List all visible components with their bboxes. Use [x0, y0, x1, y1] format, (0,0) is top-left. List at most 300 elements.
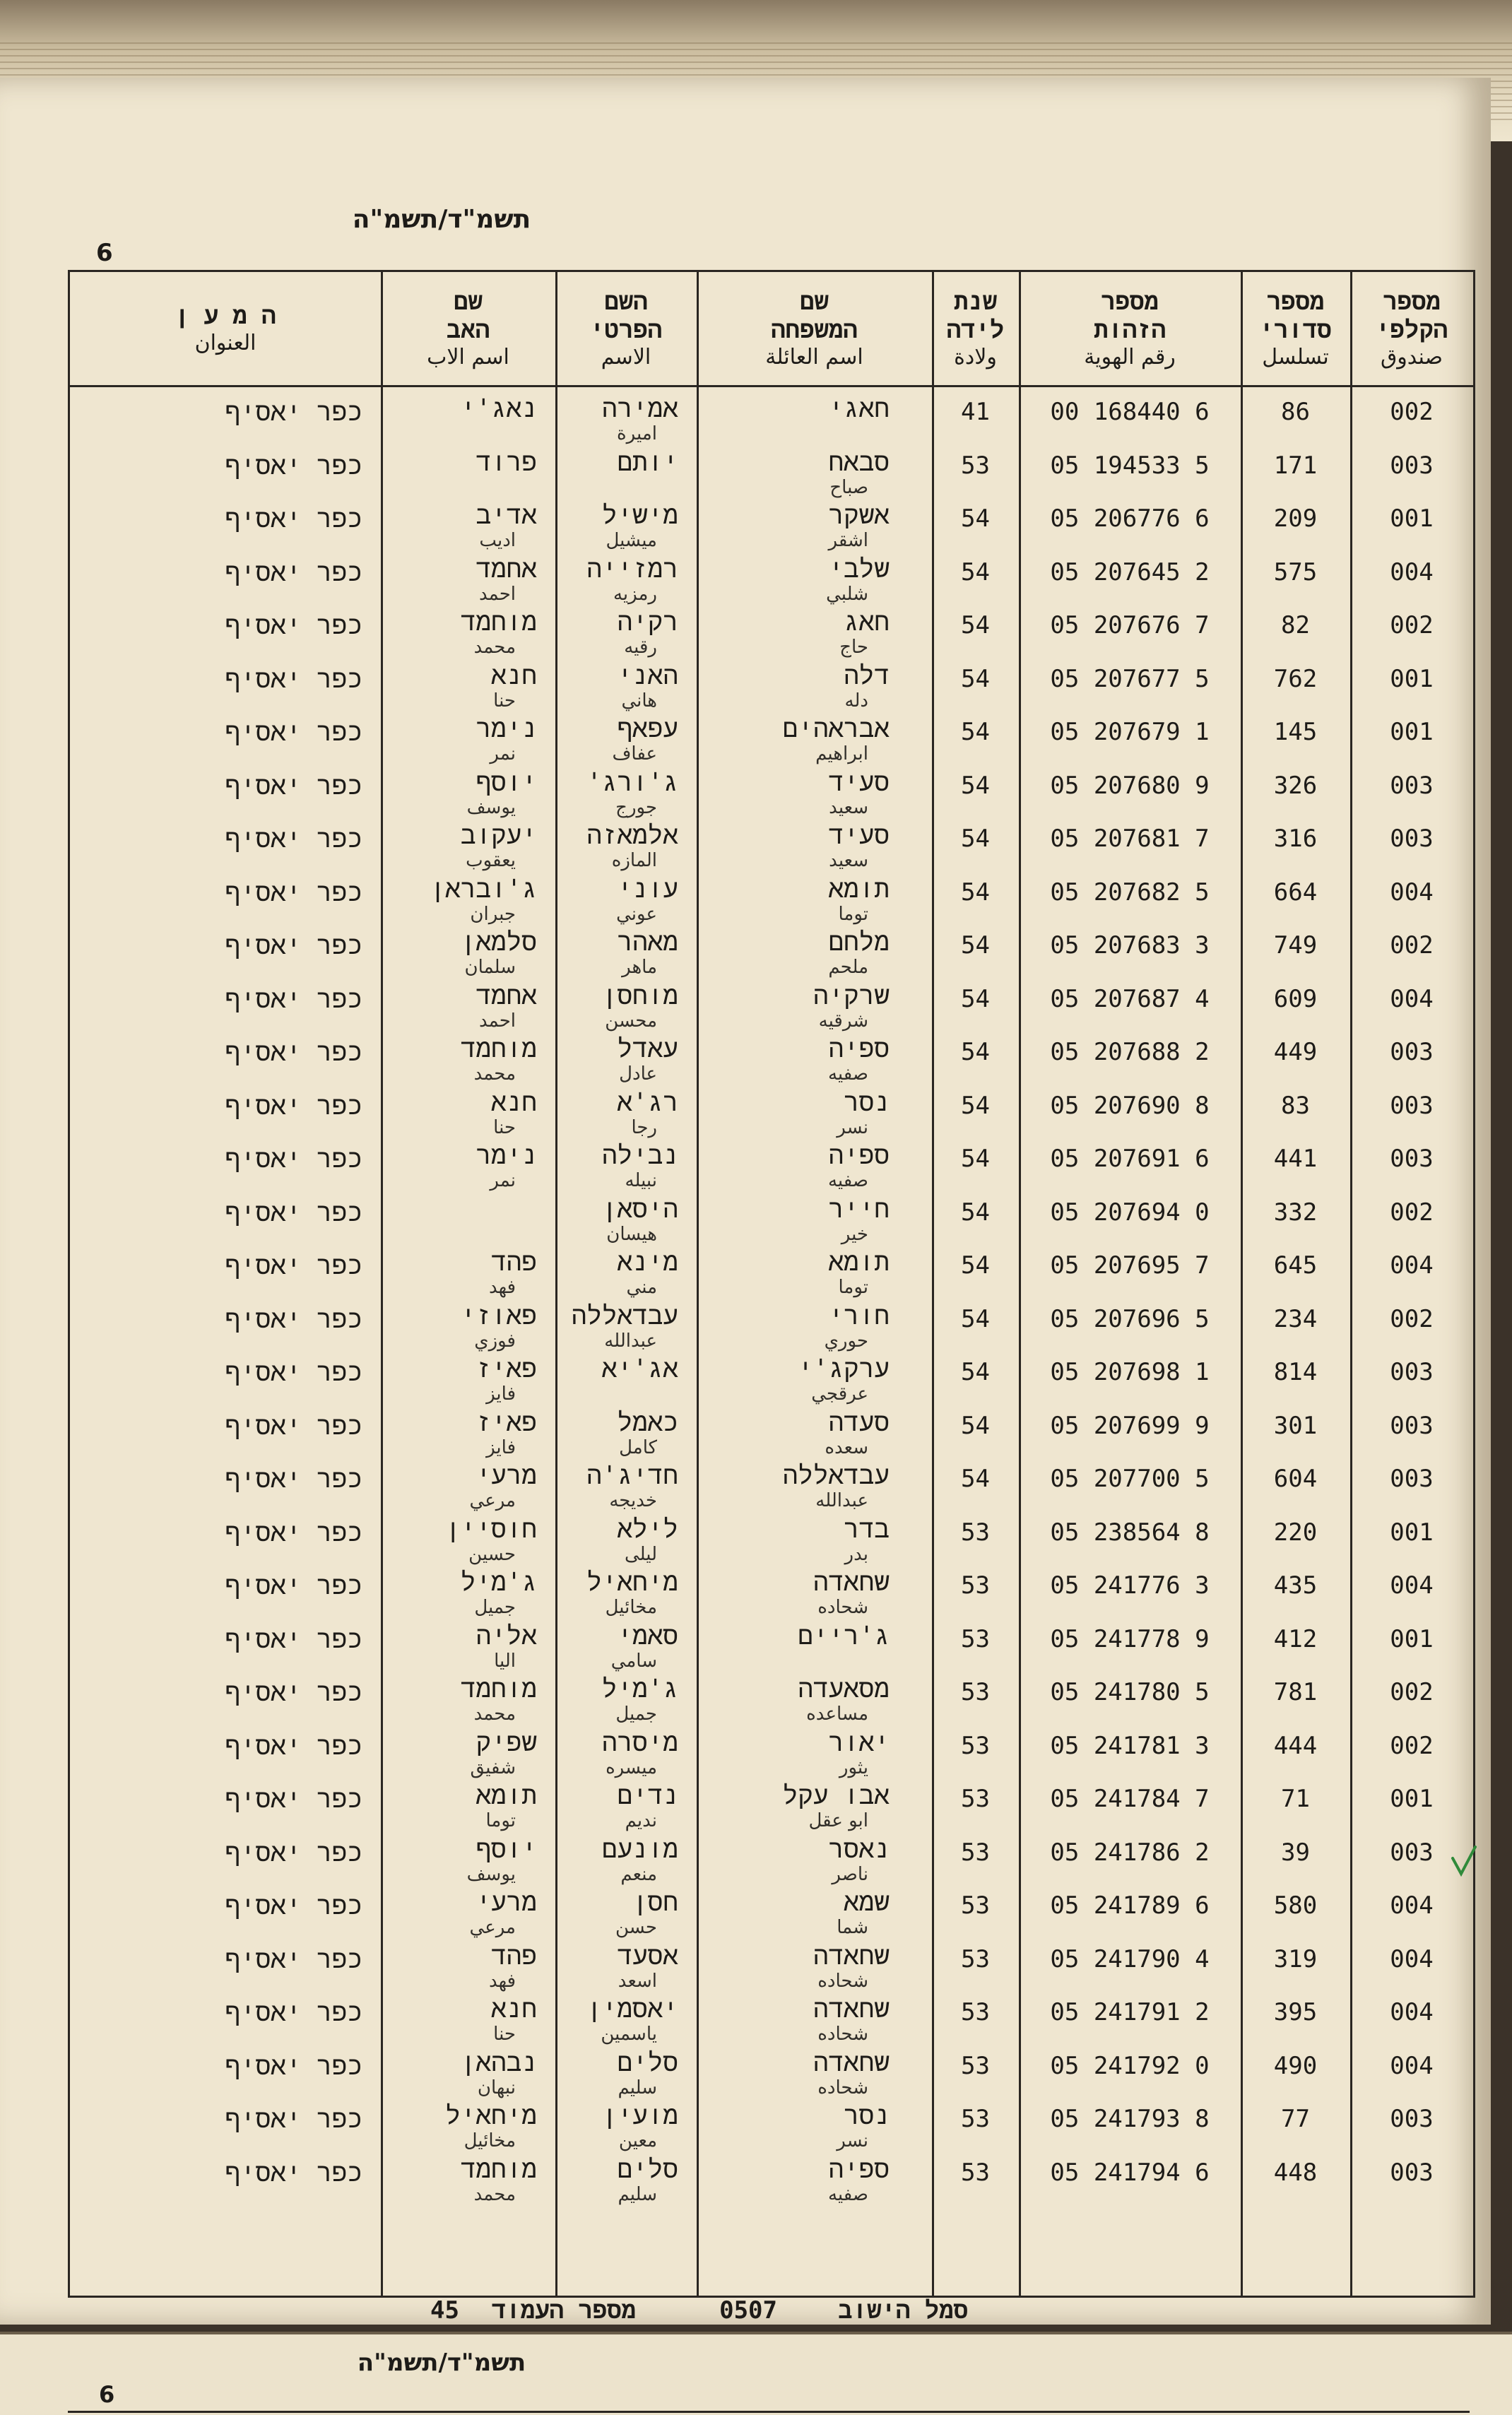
first-name-cell — [555, 604, 697, 658]
id-number-cell-text: 05 207683 3 — [1050, 931, 1210, 959]
father-name-cell — [381, 1831, 555, 1885]
first-name-cell-text: חדיג'ה — [586, 1461, 678, 1490]
birth-year-cell — [932, 1405, 1019, 1458]
first-name-cell — [555, 1884, 697, 1938]
birth-year-cell-text: 54 — [961, 878, 990, 907]
address-cell-text: כפר יאסיף — [225, 1038, 362, 1067]
first-name-cell — [555, 1725, 697, 1778]
id-number-cell — [1019, 1778, 1241, 1831]
address-cell — [70, 551, 381, 605]
serial-cell — [1241, 551, 1350, 605]
first-name-cell-arabic: ليلى — [624, 1543, 657, 1565]
address-cell — [70, 1564, 381, 1618]
serial-cell-text: 664 — [1273, 878, 1318, 907]
table-row — [70, 1191, 1473, 1245]
family-name-cell-text: אשקר — [828, 501, 890, 530]
serial-cell — [1241, 1031, 1350, 1085]
family-name-cell-text: מסאעדה — [798, 1675, 890, 1704]
family-name-cell-text: דלה — [844, 661, 890, 690]
address-cell — [70, 978, 381, 1032]
address-cell — [70, 1938, 381, 1992]
first-name-cell-text: עאדל — [617, 1034, 678, 1063]
table-row — [70, 658, 1473, 711]
father-name-cell-text: מרעי — [476, 1888, 537, 1917]
father-name-cell — [381, 1511, 555, 1565]
ballot-box-cell-text: 003 — [1390, 1038, 1434, 1066]
address-cell-text: כפר יאסיף — [225, 878, 362, 907]
ballot-box-cell — [1350, 1991, 1473, 2045]
id-number-cell — [1019, 1884, 1241, 1938]
id-number-cell — [1019, 497, 1241, 551]
father-name-cell — [381, 1191, 555, 1245]
table-row — [70, 871, 1473, 925]
first-name-cell — [555, 924, 697, 978]
table-row — [70, 604, 1473, 658]
birth-year-cell — [932, 444, 1019, 498]
address-cell-text: כפר יאסיף — [225, 1411, 362, 1441]
serial-cell — [1241, 1564, 1350, 1618]
family-name-cell — [697, 551, 932, 605]
ballot-box-cell-text: 002 — [1390, 611, 1434, 639]
family-name-cell-text: תומא — [828, 1248, 890, 1277]
father-name-cell — [381, 1564, 555, 1618]
birth-year-cell — [932, 658, 1019, 711]
first-name-cell-text: לילא — [617, 1514, 678, 1544]
family-name-cell-arabic: ابراهيم — [815, 743, 868, 764]
family-name-cell-arabic: يثور — [839, 1756, 868, 1778]
next-page-title: תשמ"ד/תשמ"ה — [357, 2349, 526, 2377]
ballot-box-cell-text: 001 — [1390, 664, 1434, 693]
family-name-cell-arabic: بدر — [844, 1543, 868, 1565]
address-cell-text: כפר יאסיף — [225, 1838, 362, 1867]
address-cell-text: כפר יאסיף — [225, 1091, 362, 1121]
family-name-cell — [697, 444, 932, 498]
birth-year-cell — [932, 497, 1019, 551]
serial-cell-text: 609 — [1273, 984, 1318, 1013]
father-name-cell — [381, 817, 555, 871]
birth-year-cell-text: 53 — [961, 451, 990, 480]
header-ballot-box-he: מספר הקלפי — [1375, 288, 1448, 344]
header-serial-he: מספר סדורי — [1259, 288, 1332, 344]
table-row — [70, 1831, 1473, 1885]
first-name-cell — [555, 1085, 697, 1138]
first-name-cell — [555, 658, 697, 711]
father-name-cell-text: פרוד — [476, 447, 537, 477]
id-number-cell-text: 05 207699 9 — [1050, 1411, 1210, 1440]
family-name-cell — [697, 1725, 932, 1778]
serial-cell-text: 301 — [1273, 1411, 1318, 1440]
family-name-cell-arabic: صفيه — [827, 1063, 868, 1085]
first-name-cell — [555, 1191, 697, 1245]
family-name-cell — [697, 2098, 932, 2151]
first-name-cell — [555, 551, 697, 605]
ballot-box-cell — [1350, 1564, 1473, 1618]
family-name-cell-text: ג'ריים — [798, 1621, 890, 1651]
ballot-box-cell — [1350, 1458, 1473, 1511]
ballot-box-cell — [1350, 978, 1473, 1032]
id-number-cell — [1019, 1991, 1241, 2045]
id-number-cell-text: 05 238564 8 — [1050, 1518, 1210, 1547]
serial-cell-text: 604 — [1273, 1465, 1318, 1493]
ballot-box-cell-text: 003 — [1390, 2158, 1434, 2187]
first-name-cell-arabic: عبدالله — [604, 1330, 657, 1352]
family-name-cell — [697, 658, 932, 711]
id-number-cell-text: 05 207700 5 — [1050, 1465, 1210, 1493]
father-name-cell-arabic: يوسف — [466, 1863, 516, 1885]
ballot-box-cell-text: 003 — [1390, 825, 1434, 853]
family-name-cell-arabic: حاج — [839, 637, 868, 658]
birth-year-cell — [932, 978, 1019, 1032]
address-cell-text: כפר יאסיף — [225, 1891, 362, 1920]
first-name-cell-text: מישיל — [601, 501, 678, 530]
father-name-cell-arabic: اليا — [494, 1650, 516, 1672]
first-name-cell-text: סלים — [617, 2048, 678, 2077]
first-name-cell — [555, 444, 697, 498]
address-cell — [70, 871, 381, 925]
father-name-cell-arabic: اديب — [479, 530, 516, 551]
father-name-cell-text: פהד — [491, 1941, 537, 1971]
address-cell-text: כפר יאסיף — [225, 1731, 362, 1761]
father-name-cell — [381, 1405, 555, 1458]
first-name-cell-arabic: مخائيل — [605, 1597, 657, 1618]
family-name-cell-arabic: توما — [838, 1277, 868, 1298]
serial-cell — [1241, 978, 1350, 1032]
id-number-cell — [1019, 551, 1241, 605]
ballot-box-cell-text: 004 — [1390, 1891, 1434, 1920]
ballot-box-cell — [1350, 2045, 1473, 2098]
ballot-box-cell — [1350, 764, 1473, 818]
id-number-cell — [1019, 604, 1241, 658]
father-name-cell-text: מוחמד — [460, 2154, 537, 2184]
father-name-cell-arabic: فايز — [486, 1383, 516, 1405]
footer-settlement-code: 0507 — [719, 2296, 777, 2325]
father-name-cell-text: פאיז — [476, 1407, 537, 1437]
address-cell — [70, 1725, 381, 1778]
serial-cell-text: 220 — [1273, 1518, 1318, 1547]
father-name-cell — [381, 658, 555, 711]
father-name-cell-text: אחמד — [476, 554, 537, 584]
first-name-cell — [555, 1138, 697, 1191]
first-name-cell-text: סאמי — [617, 1621, 678, 1651]
address-cell-text: כפר יאסיף — [225, 451, 362, 480]
address-cell-text: כפר יאסיף — [225, 771, 362, 801]
address-cell — [70, 2045, 381, 2098]
serial-cell — [1241, 1244, 1350, 1298]
serial-cell-text: 781 — [1273, 1678, 1318, 1706]
father-name-cell — [381, 871, 555, 925]
father-name-cell-arabic: جميل — [474, 1597, 516, 1618]
header-birth-year-ar: ولادة — [954, 345, 997, 370]
birth-year-cell — [932, 1778, 1019, 1831]
father-name-cell-arabic: فهد — [488, 1277, 516, 1298]
first-name-cell-text: רמזייה — [586, 554, 678, 584]
serial-cell — [1241, 1298, 1350, 1352]
father-name-cell-text: אחמד — [476, 981, 537, 1010]
ballot-box-cell — [1350, 658, 1473, 711]
father-name-cell-text: פהד — [491, 1248, 537, 1277]
id-number-cell — [1019, 1085, 1241, 1138]
ballot-box-cell — [1350, 1671, 1473, 1725]
father-name-cell-text: יעקוב — [460, 821, 537, 850]
father-name-cell-arabic: توما — [485, 1810, 516, 1831]
family-name-cell — [697, 1938, 932, 1992]
birth-year-cell-text: 54 — [961, 825, 990, 853]
first-name-cell-arabic: خديجه — [609, 1490, 657, 1511]
address-cell-text: כפר יאסיף — [225, 1785, 362, 1814]
table-row — [70, 1991, 1473, 2045]
serial-cell — [1241, 1458, 1350, 1511]
first-name-cell — [555, 764, 697, 818]
family-name-cell — [697, 1671, 932, 1725]
ballot-box-cell — [1350, 711, 1473, 764]
ballot-box-cell — [1350, 1884, 1473, 1938]
father-name-cell-text: מוחמד — [460, 1675, 537, 1704]
serial-cell-text: 326 — [1273, 771, 1318, 800]
family-name-cell-arabic: سعيد — [829, 850, 868, 871]
address-cell — [70, 1031, 381, 1085]
header-first-name-ar: الاسم — [601, 345, 651, 370]
birth-year-cell — [932, 711, 1019, 764]
id-number-cell — [1019, 1405, 1241, 1458]
father-name-cell-arabic: حسين — [468, 1543, 516, 1565]
first-name-cell-text: סלים — [617, 2154, 678, 2184]
birth-year-cell — [932, 1458, 1019, 1511]
id-number-cell — [1019, 2098, 1241, 2151]
first-name-cell — [555, 1244, 697, 1298]
family-name-cell — [697, 391, 932, 444]
ballot-box-cell — [1350, 497, 1473, 551]
father-name-cell — [381, 1938, 555, 1992]
father-name-cell-arabic: فهد — [488, 1970, 516, 1992]
father-name-cell-text: יוסף — [476, 767, 537, 797]
id-number-cell — [1019, 391, 1241, 444]
family-name-cell — [697, 1244, 932, 1298]
ballot-box-cell — [1350, 2098, 1473, 2151]
address-cell — [70, 1458, 381, 1511]
id-number-cell-text: 05 207680 9 — [1050, 771, 1210, 800]
ballot-box-cell-text: 002 — [1390, 1304, 1434, 1333]
first-name-cell-arabic: سامي — [610, 1650, 657, 1672]
id-number-cell — [1019, 924, 1241, 978]
birth-year-cell — [932, 391, 1019, 444]
ballot-box-cell — [1350, 551, 1473, 605]
birth-year-cell-text: 54 — [961, 504, 990, 533]
birth-year-cell — [932, 1085, 1019, 1138]
first-name-cell-text: אמירה — [601, 394, 678, 423]
id-number-cell-text: 05 206776 6 — [1050, 504, 1210, 533]
header-id-number-ar: رقم الهوية — [1084, 345, 1176, 370]
ballot-box-cell — [1350, 1031, 1473, 1085]
serial-cell-text: 814 — [1273, 1358, 1318, 1386]
birth-year-cell — [932, 1191, 1019, 1245]
address-cell — [70, 711, 381, 764]
birth-year-cell-text: 54 — [961, 771, 990, 800]
ballot-box-cell-text: 002 — [1390, 1731, 1434, 1760]
father-name-cell — [381, 1884, 555, 1938]
first-name-cell-arabic: المازه — [611, 850, 657, 871]
first-name-cell-text: יותם — [617, 447, 678, 477]
ballot-box-cell-text: 003 — [1390, 1358, 1434, 1386]
serial-cell-text: 83 — [1281, 1091, 1310, 1120]
serial-cell — [1241, 711, 1350, 764]
family-name-cell-arabic: نسر — [837, 2130, 868, 2151]
serial-cell — [1241, 604, 1350, 658]
page-title: תשמ"ד/תשמ"ה — [352, 205, 531, 234]
family-name-cell-text: אבראהים — [782, 714, 890, 743]
first-name-cell — [555, 1938, 697, 1992]
father-name-cell — [381, 1671, 555, 1725]
father-name-cell-text: מוחמד — [460, 608, 537, 637]
father-name-cell-arabic: نمر — [490, 1170, 516, 1191]
family-name-cell — [697, 978, 932, 1032]
father-name-cell-arabic: حنا — [493, 2024, 516, 2045]
first-name-cell-arabic: جميل — [615, 1704, 657, 1725]
first-name-cell-arabic: منعم — [620, 1863, 657, 1885]
address-cell — [70, 1405, 381, 1458]
serial-cell-text: 319 — [1273, 1944, 1318, 1973]
voter-register-table — [68, 270, 1475, 2298]
table-row — [70, 817, 1473, 871]
first-name-cell — [555, 1298, 697, 1352]
id-number-cell-text: 00 168440 6 — [1050, 398, 1210, 426]
address-cell-text: כפר יאסיף — [225, 611, 362, 640]
father-name-cell-text: מיחאיל — [445, 2101, 537, 2130]
birth-year-cell — [932, 1031, 1019, 1085]
father-name-cell — [381, 444, 555, 498]
ballot-box-cell-text: 003 — [1390, 1411, 1434, 1440]
first-name-cell-text: חסן — [632, 1888, 678, 1917]
father-name-cell-arabic: مخائيل — [463, 2130, 516, 2151]
header-father-ar: اسم الاب — [427, 345, 509, 370]
father-name-cell-text: אליה — [476, 1621, 537, 1651]
father-name-cell-text: חנא — [491, 661, 537, 690]
father-name-cell-arabic: محمد — [473, 2183, 516, 2205]
family-name-cell-arabic: توما — [838, 903, 868, 925]
family-name-cell-text: שלבי — [828, 554, 890, 584]
table-row — [70, 978, 1473, 1032]
first-name-cell-text: יאסמין — [586, 1995, 678, 2024]
father-name-cell-text: ג'מיל — [460, 1568, 537, 1597]
id-number-cell-text: 05 241790 4 — [1050, 1944, 1210, 1973]
family-name-cell — [697, 1991, 932, 2045]
address-cell-text: כפר יאסיף — [225, 1198, 362, 1227]
birth-year-cell-text: 54 — [961, 1145, 990, 1173]
address-cell — [70, 1884, 381, 1938]
first-name-cell-text: היסאן — [601, 1194, 678, 1224]
serial-cell-text: 71 — [1281, 1785, 1310, 1813]
address-cell — [70, 924, 381, 978]
father-name-cell-arabic: مرعي — [469, 1917, 516, 1938]
first-name-cell-text: מיחאיל — [586, 1568, 678, 1597]
serial-cell — [1241, 1138, 1350, 1191]
first-name-cell-arabic: ماهر — [622, 957, 657, 978]
id-number-cell-text: 05 241781 3 — [1050, 1731, 1210, 1760]
first-name-cell-arabic: هاني — [621, 690, 657, 711]
family-name-cell-text: סבאח — [828, 447, 890, 477]
first-name-cell — [555, 1458, 697, 1511]
birth-year-cell-text: 54 — [961, 1304, 990, 1333]
serial-cell-text: 448 — [1273, 2158, 1318, 2187]
first-name-cell-arabic: حسن — [615, 1917, 657, 1938]
father-name-cell-arabic: شفيق — [470, 1756, 516, 1778]
ballot-box-cell-text: 002 — [1390, 1198, 1434, 1227]
address-cell — [70, 1778, 381, 1831]
address-cell — [70, 444, 381, 498]
id-number-cell-text: 05 207695 7 — [1050, 1251, 1210, 1280]
birth-year-cell-text: 54 — [961, 557, 990, 586]
id-number-cell — [1019, 1458, 1241, 1511]
address-cell-text: כפר יאסיף — [225, 1518, 362, 1547]
ballot-box-cell — [1350, 1244, 1473, 1298]
address-cell — [70, 497, 381, 551]
father-name-cell-arabic: محمد — [473, 637, 516, 658]
birth-year-cell-text: 54 — [961, 1198, 990, 1227]
first-name-cell-arabic: عادل — [619, 1063, 657, 1085]
birth-year-cell — [932, 871, 1019, 925]
table-row — [70, 1778, 1473, 1831]
father-name-cell-text: מוחמד — [460, 1034, 537, 1063]
id-number-cell-text: 05 207676 7 — [1050, 611, 1210, 639]
first-name-cell-text: נדים — [617, 1781, 678, 1810]
birth-year-cell-text: 54 — [961, 1251, 990, 1280]
header-family-name — [697, 276, 932, 382]
ballot-box-cell-text: 003 — [1390, 451, 1434, 480]
father-name-cell-text: נימר — [476, 1141, 537, 1170]
father-name-cell-text: שפיק — [476, 1728, 537, 1757]
header-first-name — [555, 276, 697, 382]
first-name-cell-arabic: عفاف — [612, 743, 657, 764]
serial-cell — [1241, 391, 1350, 444]
id-number-cell-text: 05 241791 2 — [1050, 1998, 1210, 2026]
header-father — [381, 276, 555, 382]
id-number-cell — [1019, 1671, 1241, 1725]
ballot-box-cell-text: 004 — [1390, 878, 1434, 907]
father-name-cell-arabic: فوزي — [474, 1330, 516, 1352]
first-name-cell-text: עוני — [617, 874, 678, 904]
family-name-cell-text: בדר — [844, 1514, 890, 1544]
family-name-cell-text: סעיד — [828, 821, 890, 850]
birth-year-cell-text: 54 — [961, 1038, 990, 1066]
birth-year-cell — [932, 764, 1019, 818]
first-name-cell-text: אסעד — [617, 1941, 678, 1971]
family-name-cell — [697, 1405, 932, 1458]
serial-cell — [1241, 1938, 1350, 1992]
serial-cell-text: 39 — [1281, 1838, 1310, 1867]
family-name-cell-arabic: شحاده — [817, 1970, 868, 1992]
id-number-cell-text: 05 207690 8 — [1050, 1091, 1210, 1120]
serial-cell-text: 332 — [1273, 1198, 1318, 1227]
first-name-cell-arabic: نبيله — [625, 1170, 657, 1191]
first-name-cell-text: רג'א — [617, 1087, 678, 1117]
address-cell-text: כפר יאסיף — [225, 1678, 362, 1707]
address-cell — [70, 1991, 381, 2045]
family-name-cell-text: סעדה — [828, 1407, 890, 1437]
family-name-cell — [697, 1511, 932, 1565]
father-name-cell — [381, 2098, 555, 2151]
ballot-box-cell — [1350, 1511, 1473, 1565]
address-cell-text: כפר יאסיף — [225, 664, 362, 694]
family-name-cell — [697, 2045, 932, 2098]
family-name-cell-arabic: ابو عقل — [808, 1810, 868, 1831]
first-name-cell-text: ג'ורג' — [586, 767, 678, 797]
page-footer — [120, 2296, 968, 2332]
birth-year-cell — [932, 1884, 1019, 1938]
first-name-cell — [555, 1031, 697, 1085]
father-name-cell — [381, 711, 555, 764]
address-cell-text: כפר יאסיף — [225, 1944, 362, 1974]
ballot-box-cell — [1350, 1938, 1473, 1992]
id-number-cell — [1019, 711, 1241, 764]
